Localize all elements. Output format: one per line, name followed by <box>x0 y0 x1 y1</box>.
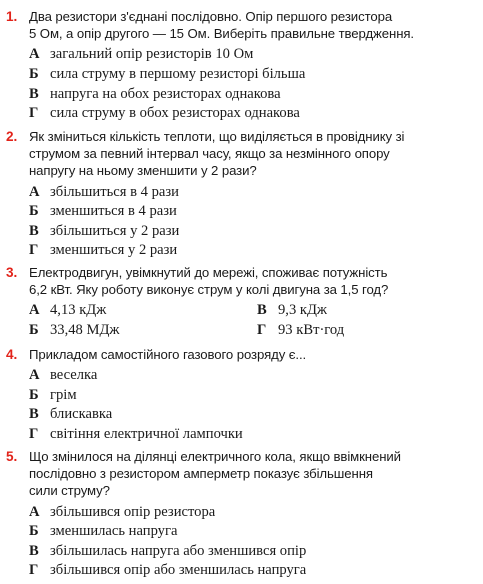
question-line: 6,2 кВт. Яку роботу виконує струм у колі двигуна за 1,5 год? <box>29 282 389 298</box>
option-letter: Б <box>29 523 39 540</box>
option-v[interactable] <box>0 542 483 562</box>
question-2 <box>0 128 483 261</box>
option-letter: Б <box>29 322 39 338</box>
option-g[interactable] <box>0 425 483 445</box>
question-3-text <box>0 264 483 298</box>
option-letter: В <box>29 222 39 239</box>
option-text: грім <box>50 386 77 403</box>
option-g[interactable] <box>0 241 483 261</box>
option-text: загальний опір резисторів 10 Ом <box>50 46 254 63</box>
option-v[interactable] <box>0 222 483 242</box>
question-1-options <box>0 45 483 123</box>
question-5-number: 5. <box>6 449 18 464</box>
option-a[interactable] <box>0 366 483 386</box>
option-g[interactable] <box>0 104 483 124</box>
question-line: сили струму? <box>29 483 110 499</box>
option-letter: Б <box>29 386 39 403</box>
option-a[interactable] <box>0 503 483 523</box>
question-1-text <box>0 8 483 42</box>
question-2-text <box>0 128 483 180</box>
option-text: сила струму в обох резисторах однакова <box>50 105 300 122</box>
option-letter: Г <box>29 562 39 579</box>
option-v[interactable] <box>0 85 483 105</box>
option-letter: А <box>29 46 40 63</box>
question-3-options <box>0 301 483 340</box>
option-b[interactable] <box>0 202 483 222</box>
option-letter: Г <box>29 242 39 259</box>
option-letter: А <box>29 367 40 384</box>
option-text: збільшиться у 2 рази <box>50 222 180 239</box>
option-text: зменшилась напруга <box>50 523 178 540</box>
option-text: збільшився опір резистора <box>50 503 216 520</box>
option-letter: В <box>29 85 39 102</box>
option-letter: А <box>29 302 40 319</box>
question-1-number: 1. <box>6 9 18 24</box>
options-row <box>0 301 483 321</box>
question-4 <box>0 346 483 445</box>
question-4-options <box>0 366 483 444</box>
option-v[interactable] <box>0 405 483 425</box>
question-line: Що змінилося на ділянці електричного кола, якщо ввімкнений <box>29 449 401 464</box>
option-letter: Б <box>29 203 39 220</box>
option-text: 9,3 кДж <box>278 302 328 319</box>
option-letter: В <box>257 302 267 319</box>
option-letter: Г <box>29 105 39 122</box>
question-line: напругу на ньому зменшити у 2 рази? <box>29 163 257 179</box>
question-line: струмом за певний інтервал часу, якщо за незмінного опору <box>29 146 390 162</box>
option-text: збільшився опір або зменшилась напруга <box>50 562 307 579</box>
option-text: зменшиться в 4 рази <box>50 203 177 220</box>
option-letter: В <box>29 406 39 423</box>
option-text: збільшиться в 4 рази <box>50 183 179 200</box>
option-text: напруга на обох резисторах однакова <box>50 85 281 102</box>
option-text: світіння електричної лампочки <box>50 425 243 442</box>
option-text: 4,13 кДж <box>50 302 107 319</box>
option-text: сила струму в першому резисторі більша <box>50 66 306 82</box>
question-line: послідовно з резистором амперметр показує збільшення <box>29 466 373 482</box>
option-text: зменшиться у 2 рази <box>50 242 178 259</box>
question-4-text <box>0 346 483 363</box>
option-text: 93 кВт·год <box>278 322 345 338</box>
option-a[interactable] <box>0 183 483 203</box>
option-b[interactable] <box>0 65 483 85</box>
option-letter: Б <box>29 66 39 82</box>
option-a[interactable] <box>0 45 483 65</box>
question-2-number: 2. <box>6 129 18 144</box>
question-2-options <box>0 183 483 261</box>
question-5-options <box>0 503 483 581</box>
question-4-number: 4. <box>6 347 18 362</box>
option-text: веселка <box>50 367 98 384</box>
options-row <box>0 321 483 341</box>
option-b[interactable] <box>0 386 483 406</box>
question-3 <box>0 264 483 341</box>
option-letter: Г <box>29 425 39 442</box>
question-line: Два резистори з'єднані послідовно. Опір першого резистора <box>29 9 393 24</box>
question-1 <box>0 8 483 124</box>
question-line: Прикладом самостійного газового розряду є... <box>29 347 307 362</box>
question-line: Електродвигун, увімкнутий до мережі, споживає потужність <box>29 265 388 280</box>
question-3-number: 3. <box>6 265 18 280</box>
option-letter: В <box>29 542 39 559</box>
question-5-text <box>0 448 483 500</box>
option-b[interactable] <box>0 522 483 542</box>
option-text: блискавка <box>50 406 113 423</box>
question-5 <box>0 448 483 581</box>
option-g[interactable] <box>0 561 483 581</box>
option-letter: А <box>29 503 40 520</box>
option-letter: Г <box>257 322 267 338</box>
question-line: 5 Ом, а опір другого — 15 Ом. Виберіть правильне твердження. <box>29 26 414 42</box>
option-text: 33,48 МДж <box>50 322 120 338</box>
question-line: Як зміниться кількість теплоти, що виділяється в провіднику зі <box>29 129 405 144</box>
option-letter: А <box>29 183 40 200</box>
option-text: збільшилась напруга або зменшився опір <box>50 542 307 559</box>
